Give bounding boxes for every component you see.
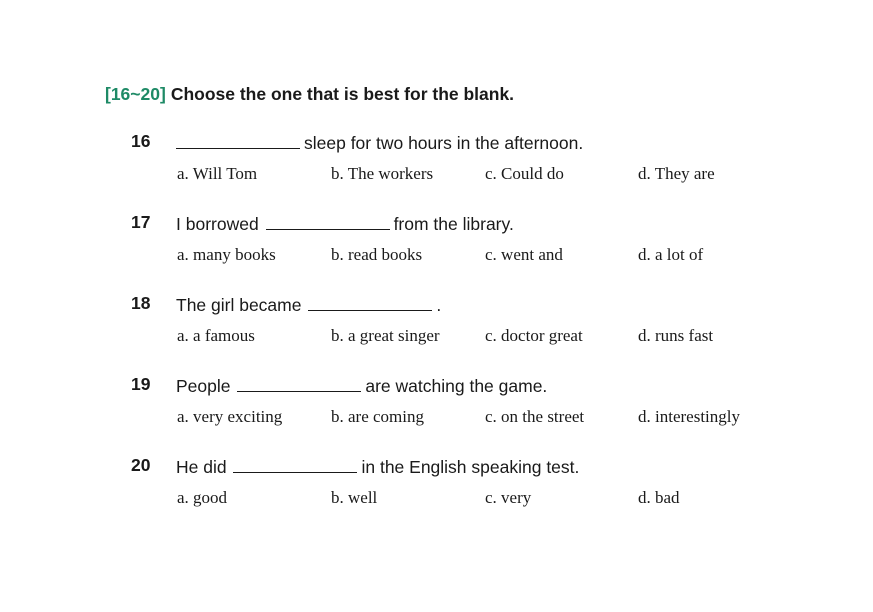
question-sentence <box>176 293 441 316</box>
question-sentence <box>176 131 583 154</box>
option-b[interactable]: b. well <box>331 488 378 507</box>
question-range: [16~20] <box>105 84 166 104</box>
sentence-after-blank: are watching the game. <box>365 376 548 396</box>
option-b[interactable]: b. The workers <box>331 164 434 183</box>
option-a[interactable]: a. many books <box>177 245 276 264</box>
answer-blank <box>308 293 432 311</box>
question-number: 20 <box>131 455 151 475</box>
option-c[interactable]: c. doctor great <box>485 326 583 345</box>
sentence-after-blank: in the English speaking test. <box>361 457 580 477</box>
option-a[interactable]: a. very exciting <box>177 407 283 426</box>
answer-blank <box>266 212 390 230</box>
question-number: 18 <box>131 293 151 313</box>
options-row <box>131 488 831 512</box>
sentence-before-blank: The girl became <box>176 295 302 315</box>
option-c[interactable]: c. Could do <box>485 164 564 183</box>
options-row <box>131 245 831 269</box>
option-d[interactable]: d. bad <box>638 488 680 507</box>
option-a[interactable]: a. good <box>177 488 228 507</box>
question-number: 16 <box>131 131 151 151</box>
answer-blank <box>233 455 357 473</box>
instruction-heading <box>105 84 514 105</box>
question-sentence <box>176 374 547 397</box>
sentence-before-blank: I borrowed <box>176 214 259 234</box>
question-line <box>131 455 831 481</box>
answer-blank <box>237 374 361 392</box>
sentence-after-blank: . <box>436 295 442 315</box>
question-line <box>131 293 831 319</box>
question-20 <box>131 455 831 512</box>
question-sentence <box>176 455 579 478</box>
option-c[interactable]: c. very <box>485 488 532 507</box>
question-line <box>131 212 831 238</box>
option-d[interactable]: d. They are <box>638 164 715 183</box>
question-number: 17 <box>131 212 151 232</box>
sentence-before-blank: People <box>176 376 231 396</box>
question-17 <box>131 212 831 269</box>
answer-blank <box>176 131 300 149</box>
options-row <box>131 164 831 188</box>
option-d[interactable]: d. a lot of <box>638 245 704 264</box>
question-19 <box>131 374 831 431</box>
instruction-text: Choose the one that is best for the blank. <box>170 84 515 104</box>
question-line <box>131 374 831 400</box>
option-b[interactable]: b. read books <box>331 245 423 264</box>
option-c[interactable]: c. on the street <box>485 407 585 426</box>
option-b[interactable]: b. a great singer <box>331 326 440 345</box>
option-d[interactable]: d. runs fast <box>638 326 714 345</box>
question-16 <box>131 131 831 188</box>
question-sentence <box>176 212 514 235</box>
option-d[interactable]: d. interestingly <box>638 407 740 426</box>
sentence-after-blank: from the library. <box>393 214 514 234</box>
question-line <box>131 131 831 157</box>
option-b[interactable]: b. are coming <box>331 407 424 426</box>
option-a[interactable]: a. Will Tom <box>177 164 258 183</box>
sentence-after-blank: sleep for two hours in the afternoon. <box>304 133 584 153</box>
question-18 <box>131 293 831 350</box>
option-c[interactable]: c. went and <box>485 245 563 264</box>
option-a[interactable]: a. a famous <box>177 326 255 345</box>
sentence-before-blank: He did <box>176 457 227 477</box>
question-number: 19 <box>131 374 151 394</box>
options-row <box>131 326 831 350</box>
options-row <box>131 407 831 431</box>
